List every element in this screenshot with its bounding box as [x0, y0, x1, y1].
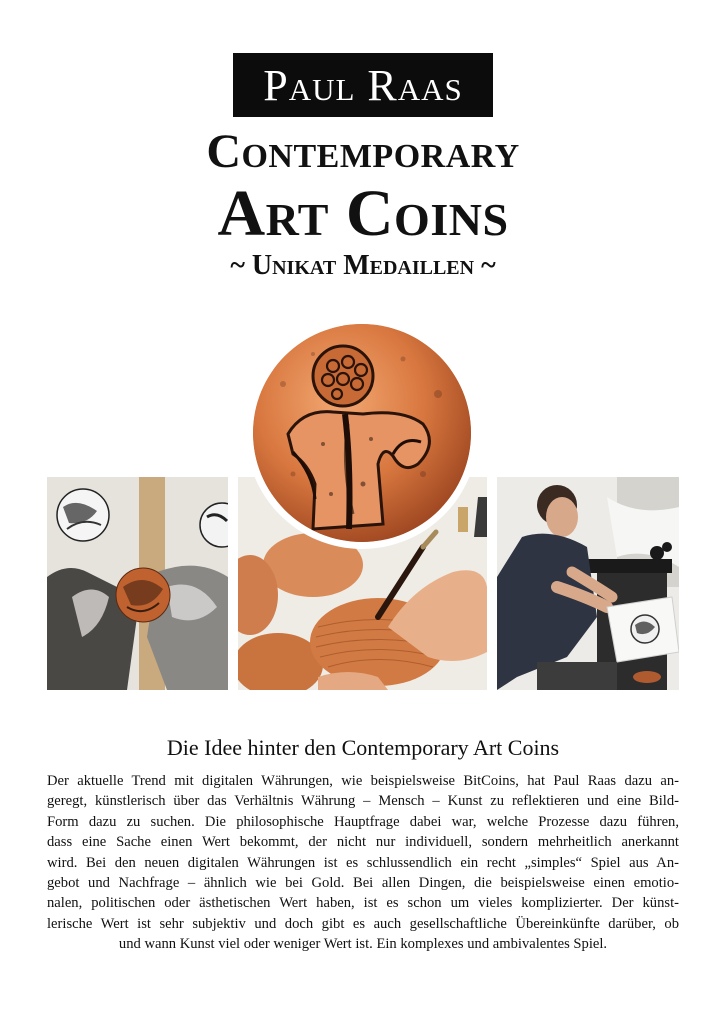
coin-relief-art — [253, 324, 471, 542]
article-line: lerische Wert ist sehr subjektiv und doch gibt es auch gesellschaftliche Übereinkünfte darüber, ob — [47, 915, 679, 932]
photo-gloved-hands-art — [47, 477, 228, 690]
article-line: geregt, künstlerisch über das Verhältnis Währung – Mensch – Kunst zu reflektieren und eine Bild- — [47, 793, 679, 810]
subtitle: ~ Unikat Medaillen ~ — [230, 250, 496, 281]
article-line: gebot und Nachfrage – ähnlich wie bei Gold. Bei allen Dingen, die beispielsweise einen emotio- — [47, 875, 679, 892]
article-line: und wann Kunst viel oder weniger Wert ist. Ein komplexes und ambivalentes Spiel. — [118, 936, 608, 953]
article-line: nalen, politischen oder ästhetischen Wert haben, ist es schon um vieles komplizierter. Der künst- — [47, 895, 679, 912]
article-line: dass eine Sache einen Wert bekommt, der nicht nur individuell, sondern mehrheitlich anerkannt — [47, 834, 679, 851]
article-line: Form dazu zu suchen. Die philosophische Hauptfrage dabei war, welche Prozesse dazu führen, — [47, 813, 679, 830]
artist-name: Paul Raas — [263, 60, 463, 110]
photo-gloved-hands — [47, 477, 228, 690]
article-heading: Die Idee hinter den Contemporary Art Coins — [166, 735, 560, 760]
artist-name-banner — [233, 53, 493, 117]
title-line-2: Art Coins — [217, 177, 509, 250]
photo-printing-press — [497, 477, 679, 690]
photo-printing-press-art — [497, 477, 679, 690]
article-line: Der aktuelle Trend mit digitalen Währungen, wie beispielsweise BitCoins, hat Paul Raas dazu an- — [47, 773, 679, 789]
title-line-1: Contemporary — [206, 125, 520, 178]
article-body — [47, 771, 679, 955]
article-line: wird. Bei den neuen digitalen Währungen ist es schlussendlich ein recht „simples“ Spiel aus An- — [47, 854, 679, 871]
coin-large-figure — [253, 324, 471, 542]
